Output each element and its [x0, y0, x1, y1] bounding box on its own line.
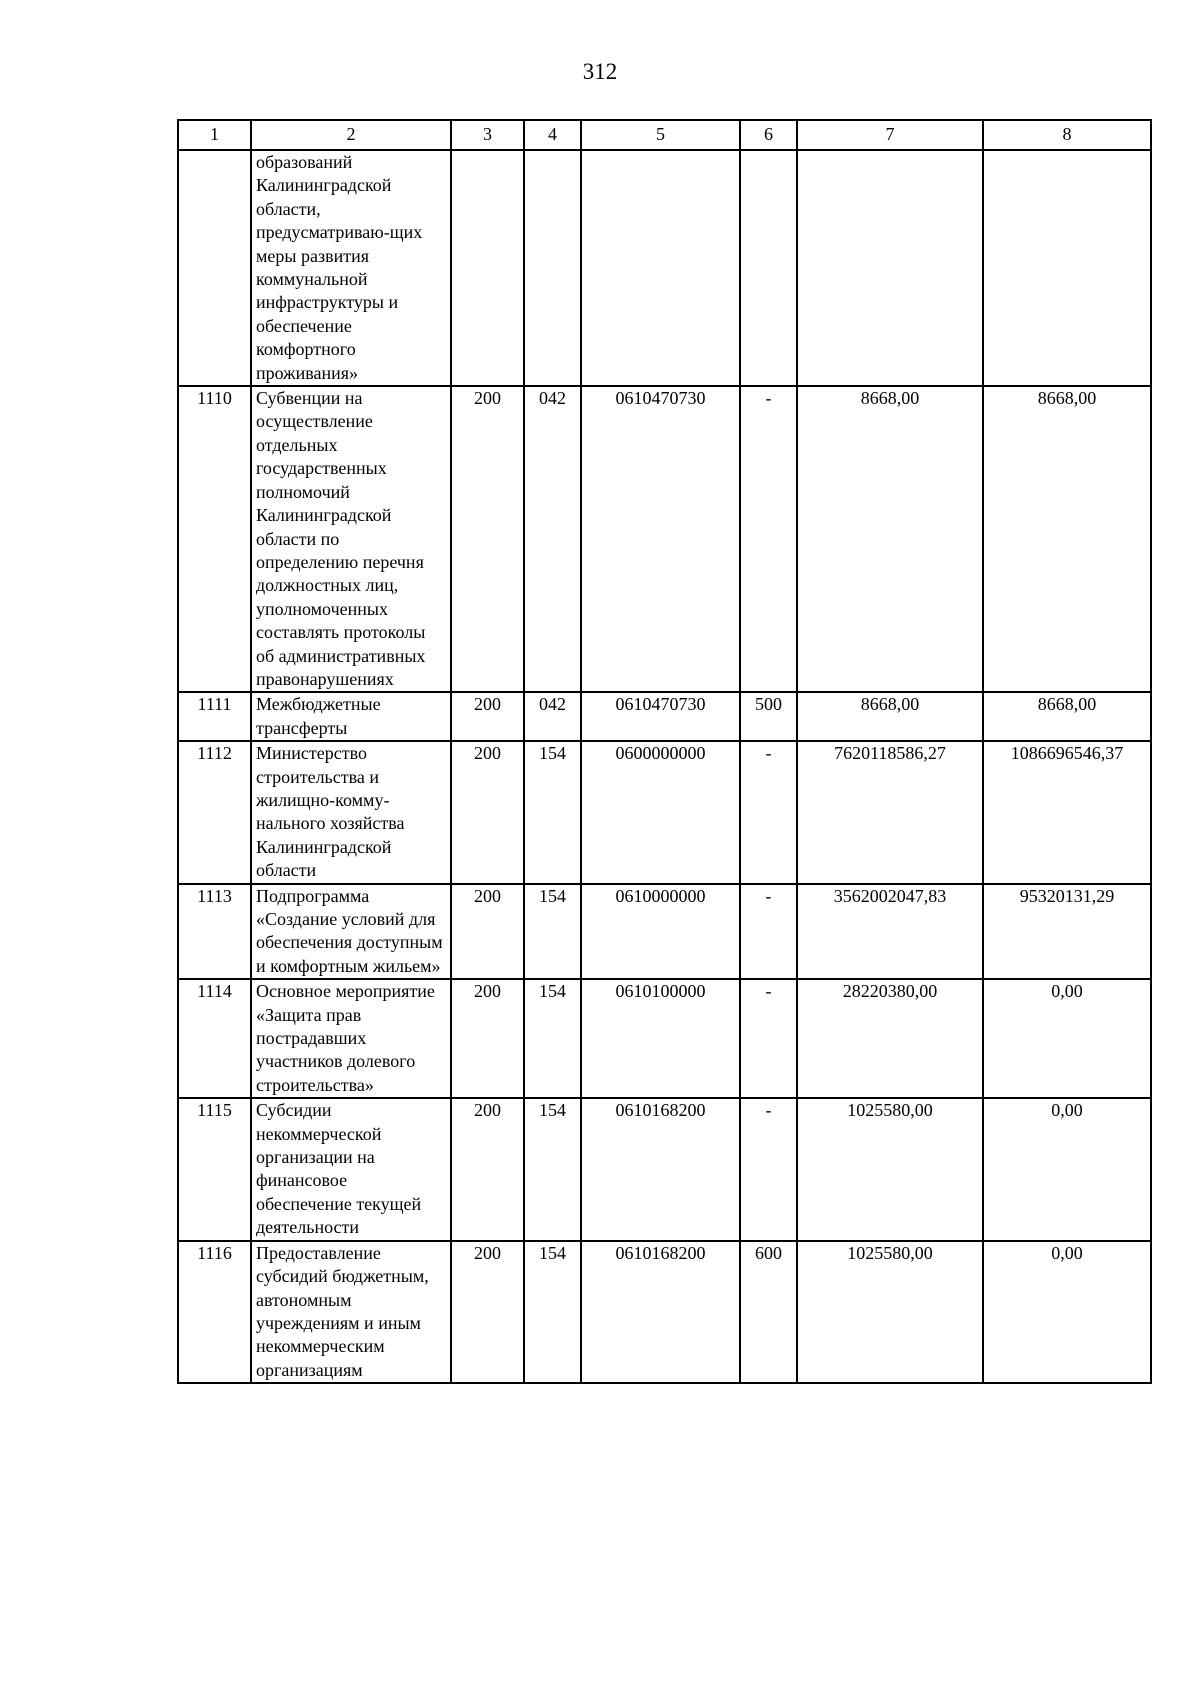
row-gr: 200 [451, 884, 524, 980]
row-rz: 154 [524, 979, 581, 1098]
column-header: 6 [740, 120, 797, 150]
row-vr: - [740, 741, 797, 883]
column-header: 3 [451, 120, 524, 150]
row-rz: 154 [524, 1241, 581, 1383]
row-gr: 200 [451, 386, 524, 692]
table-row [178, 1098, 1151, 1240]
column-header: 4 [524, 120, 581, 150]
row-vr: 500 [740, 692, 797, 741]
table-row [178, 1241, 1151, 1383]
row-name: Основное мероприятие «Защита прав пострадавших участников долевого строительства» [251, 979, 451, 1098]
table-row [178, 884, 1151, 980]
row-number: 1115 [178, 1098, 251, 1240]
row-gr: 200 [451, 741, 524, 883]
row-csr: 0610168200 [581, 1098, 740, 1240]
row-number: 1113 [178, 884, 251, 980]
row-sum1: 3562002047,83 [797, 884, 983, 980]
row-number: 1110 [178, 386, 251, 692]
row-csr: 0610168200 [581, 1241, 740, 1383]
row-csr: 0610470730 [581, 386, 740, 692]
row-gr: 200 [451, 692, 524, 741]
row-name: Субсидии некоммерческой организации на финансовое обеспечение текущей деятельности [251, 1098, 451, 1240]
row-vr: - [740, 386, 797, 692]
column-header: 2 [251, 120, 451, 150]
row-vr: - [740, 979, 797, 1098]
row-number: 1111 [178, 692, 251, 741]
row-csr: 0610100000 [581, 979, 740, 1098]
row-rz: 042 [524, 692, 581, 741]
row-sum1: 1025580,00 [797, 1098, 983, 1240]
row-rz [524, 150, 581, 386]
row-number: 1112 [178, 741, 251, 883]
row-vr: - [740, 1098, 797, 1240]
row-name: Субвенции на осуществление отдельных государственных полномочий Калининградской области по определению перечня должностных лиц, уполномоченных составлять протоколы об административных правонарушениях [251, 386, 451, 692]
row-rz: 042 [524, 386, 581, 692]
table-row [178, 741, 1151, 883]
row-number: 1114 [178, 979, 251, 1098]
column-header: 7 [797, 120, 983, 150]
row-sum2 [983, 150, 1151, 386]
row-sum2: 8668,00 [983, 386, 1151, 692]
row-gr: 200 [451, 979, 524, 1098]
row-vr [740, 150, 797, 386]
row-gr: 200 [451, 1098, 524, 1240]
row-sum2: 8668,00 [983, 692, 1151, 741]
row-sum2: 1086696546,37 [983, 741, 1151, 883]
column-header: 5 [581, 120, 740, 150]
row-vr: - [740, 884, 797, 980]
column-header: 1 [178, 120, 251, 150]
table-header-row [178, 120, 1151, 150]
row-name: Подпрограмма «Создание условий для обеспечения доступным и комфортным жильем» [251, 884, 451, 980]
row-vr: 600 [740, 1241, 797, 1383]
row-sum2: 95320131,29 [983, 884, 1151, 980]
row-name: Межбюджетные трансферты [251, 692, 451, 741]
table-row [178, 979, 1151, 1098]
row-name: образований Калининградской области, предусматриваю-щих меры развития коммунальной инфраструктуры и обеспечение комфортного проживания» [251, 150, 451, 386]
row-csr: 0610000000 [581, 884, 740, 980]
row-rz: 154 [524, 1098, 581, 1240]
row-sum1: 8668,00 [797, 386, 983, 692]
row-csr: 0600000000 [581, 741, 740, 883]
budget-table [177, 119, 1152, 1384]
column-header: 8 [983, 120, 1151, 150]
row-sum1 [797, 150, 983, 386]
row-number: 1116 [178, 1241, 251, 1383]
table-row [178, 150, 1151, 386]
row-sum1: 8668,00 [797, 692, 983, 741]
row-number [178, 150, 251, 386]
row-name: Предоставление субсидий бюджетным, автономным учреждениям и иным некоммерческим организациям [251, 1241, 451, 1383]
row-sum1: 7620118586,27 [797, 741, 983, 883]
row-gr [451, 150, 524, 386]
row-sum1: 1025580,00 [797, 1241, 983, 1383]
row-gr: 200 [451, 1241, 524, 1383]
row-csr [581, 150, 740, 386]
row-sum2: 0,00 [983, 1098, 1151, 1240]
row-rz: 154 [524, 884, 581, 980]
row-sum1: 28220380,00 [797, 979, 983, 1098]
row-sum2: 0,00 [983, 979, 1151, 1098]
table-row [178, 386, 1151, 692]
page-number: 312 [582, 59, 618, 84]
row-rz: 154 [524, 741, 581, 883]
row-name: Министерство строительства и жилищно-комму-нального хозяйства Калининградской области [251, 741, 451, 883]
table-row [178, 692, 1151, 741]
row-sum2: 0,00 [983, 1241, 1151, 1383]
row-csr: 0610470730 [581, 692, 740, 741]
